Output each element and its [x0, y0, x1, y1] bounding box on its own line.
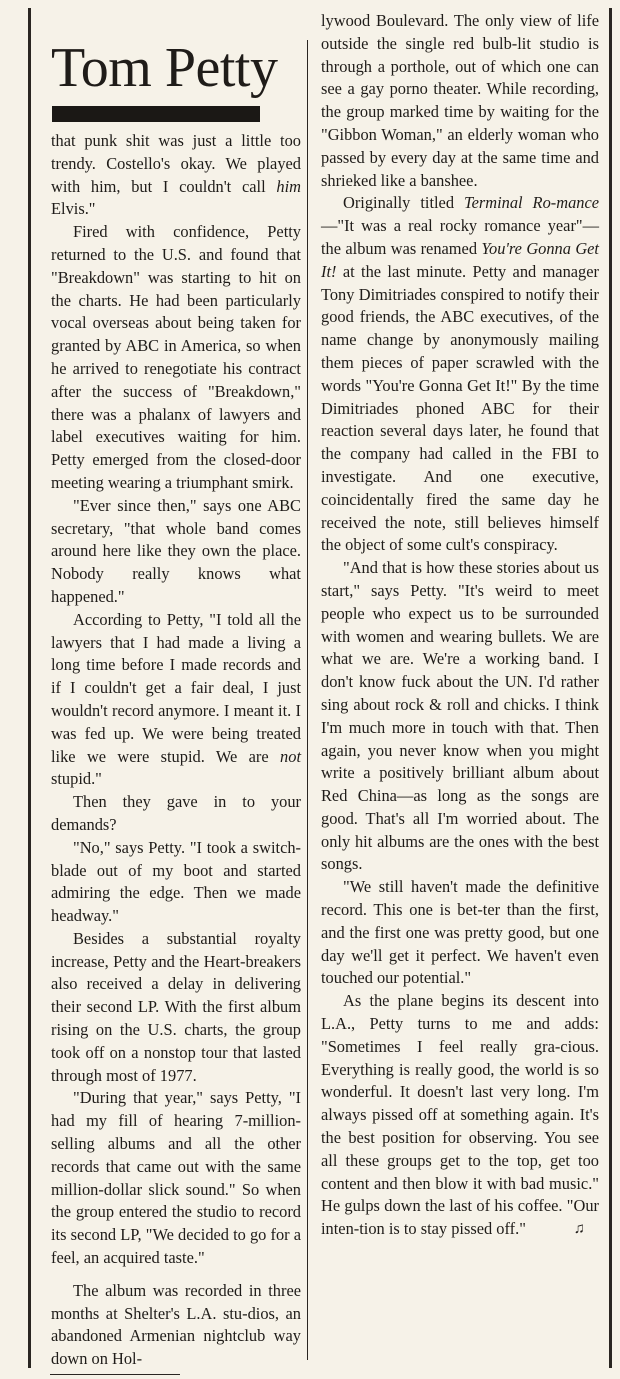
- paragraph: "No," says Petty. "I took a switch-blade out of my boot and started admiring the edge. Then we made headway.": [51, 837, 301, 926]
- column-divider: [307, 40, 308, 1360]
- paragraph: "During that year," says Petty, "I had my fill of hearing 7-million-selling albums and all the other records that came out with the same million-dollar slick sound." So when the group entered the studio to record its second LP, "We decided to go for a feel, an acquired taste.": [51, 1088, 301, 1268]
- paragraph: Originally titled Terminal Ro-mance—"It was a real rocky romance year"—the album was renamed You're Gonna Get It! at the last minute. Petty and manager Tony Dimitriades conspired to notify their good friends, the ABC executives, of the name change by anonymously mailing them pieces of paper scrawled with the words "You're Gonna Get It!" By the time Dimitriades phoned ABC for their reaction several days later, he found that the company had called in the FBI to investigate. And one executive, coincidentally fired the same day he received the note, still believes himself the object of some cult's conspiracy.: [321, 193, 600, 555]
- paragraph: "And that is how these stories about us start," says Petty. "It's weird to meet people who expect us to be surrounded with women and wearing bullets. We are what we are. We're a working band. I don't know fuck about the UN. I'd rather sing about rock & roll and chicks. I think I'm much more in touch with that. Then again, you never know when you might write a positively brilliant album about Red China—as long as the songs are good. That's all I'm worried about. The only hit albums are the ones with the best songs.: [321, 558, 599, 874]
- paragraph: According to Petty, "I told all the lawyers that I had made a living a long time before I made records and if I couldn't get a fair deal, I just wouldn't record anymore. I meant it. I was fed up. We were being treated like we were stupid. We are not stupid.": [51, 609, 301, 789]
- left-column: [51, 36, 301, 1371]
- paragraph: The album was recorded in three months at Shelter's L.A. stu-dios, an abandoned Armenian nightclub way down on Hol-: [51, 1280, 301, 1369]
- paragraph: Then they gave in to your demands?: [51, 792, 301, 834]
- article-title: Tom Petty: [51, 37, 278, 99]
- title-underline-bar: [52, 106, 260, 122]
- paragraph: As the plane begins its descent into L.A., Petty turns to me and adds: "Sometimes I feel really gra-cious. Everything is really good, the world is so wonderful. It doesn't last very long. I'm always pissed off at something again. It's the best position for observing. You see all these groups get to the top, get too content and then blow it with bad music." He gulps down the last of his coffee. "Our inten-tion is to stay pissed off." ♫: [321, 991, 599, 1239]
- bottom-rule: [50, 1374, 180, 1375]
- paragraph: Fired with confidence, Petty returned to the U.S. and found that "Breakdown" was starting to hit on the charts. He had been particularly vocal overseas about being taken for granted by ABC in America, so when he arrived to renegotiate his contract after the success of "Breakdown," there was a phalanx of lawyers and label executives waiting for him. Petty emerged from the closed-door meeting wearing a triumphant smirk.: [51, 222, 301, 492]
- paragraph: "We still haven't made the definitive record. This one is bet-ter than the first, and the first one was pretty good, but one day we'll get it perfect. We haven't even touched our potential.": [321, 877, 599, 988]
- paragraph: lywood Boulevard. The only view of life outside the single red bulb-lit studio is through a porthole, out of which one can see a gay porno theater. While recording, the group marked time by waiting for the "Gibbon Woman," an elderly woman who passed by every day at the same time and shrieked like a banshee.: [321, 11, 599, 190]
- right-column: [321, 10, 599, 1241]
- paragraph: "Ever since then," says one ABC secretary, "that whole band comes around here like they own the place. Nobody really knows what happened.": [51, 495, 301, 606]
- paragraph: Besides a substantial royalty increase, Petty and the Heart-breakers also received a delay in delivering their second LP. With the first album rising on the U.S. charts, the group took off on a nonstop tour that lasted through most of 1977.: [51, 928, 301, 1085]
- paragraph: that punk shit was just a little too trendy. Costello's okay. We played with him, but I couldn't call him Elvis.": [51, 131, 301, 219]
- end-mark-icon: ♫: [573, 1221, 585, 1238]
